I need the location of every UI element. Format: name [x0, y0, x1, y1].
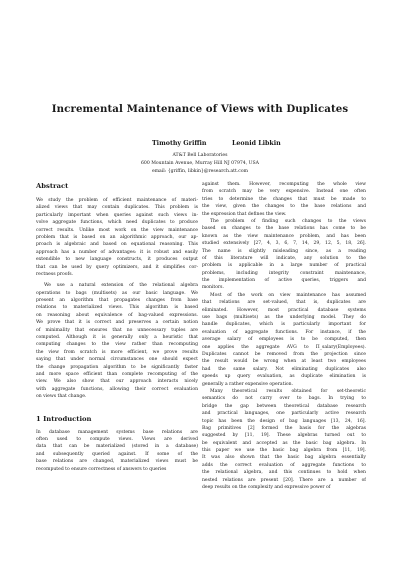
text-line: the expression that defines the view. [202, 211, 287, 217]
text-line: one applies the aggregate AVG to Π_salary(Employees). [202, 344, 366, 350]
text-line: the implementation of active queries, triggers and [202, 278, 366, 284]
body-paragraph-2 [202, 218, 366, 292]
text-line: We use a natural extension of the relational algebra [44, 283, 198, 289]
text-line: relations to materialized views. This algorithm is based [36, 305, 198, 311]
text-line: the result would be wrong when at least two employees [202, 359, 366, 365]
text-line: extendible to new language constructs, it produces output [36, 257, 198, 263]
text-line: data that can be materialized (stored in a database) [36, 444, 198, 450]
text-line: studied extensively [27, 4, 3, 6, 7, 14, 29, 12, 5, 18, 26]. [202, 241, 366, 247]
text-line: evaluation of aggregate functions. For instance, if the [202, 329, 366, 335]
text-line: on views that change. [36, 394, 87, 400]
abstract-paragraph-2 [36, 282, 198, 400]
text-line: from scratch may be very expensive. Instead one often [202, 189, 366, 195]
text-line: problem is applicable in a large number of practical [202, 263, 366, 269]
author-name: Timothy Griffin [152, 140, 207, 147]
text-line: on reasoning about equivalence of bag-valued expressions. [36, 312, 198, 318]
text-line: nested relations are present [20]. There are a number of [202, 477, 366, 483]
text-line: We prove that it is correct and preserves a certain notion [36, 320, 198, 326]
text-line: of this literature will indicate, any solution to the [202, 255, 366, 261]
author-list [0, 140, 400, 152]
text-line: and practical languages, one particularly active research [202, 411, 366, 417]
text-line: Duplicates cannot be removed from the projection since [202, 351, 366, 357]
affiliation-address: 600 Mountain Avenue, Murray Hill NJ 07974, USA [140, 161, 259, 166]
text-line: volve aggregate functions, which need duplicates to produce [36, 220, 198, 226]
text-line: problems, including integrity constraint maintenance, [202, 270, 366, 276]
author-name: Leonid Libkin [232, 140, 281, 147]
text-line: and subsequently queried against. If some of the [36, 451, 198, 457]
section-heading-introduction: 1 Introduction [36, 414, 92, 423]
text-line: tries to determine the changes that must be made to [202, 196, 366, 202]
text-line: the view from scratch is more efficient, we prove results [36, 349, 198, 355]
paper-title: Incremental Maintenance of Views with Duplicates [51, 103, 349, 115]
text-line: based on changes to the base relations has come to be [202, 226, 366, 232]
text-line: with aggregate functions, allowing their correct evaluation [36, 386, 198, 392]
text-line: saying that under normal circumstances one should expect [36, 357, 198, 363]
intro-paragraph [36, 429, 198, 473]
text-line: particularly important when queries against such views in- [36, 212, 198, 218]
text-line: suggested by [11, 19]. These algebras turned out to [202, 433, 366, 439]
text-line: be equivalent and accepted as the basic bag algebra. In [202, 440, 366, 446]
text-line: approach has a number of advantages: it is robust and easily [36, 249, 198, 255]
text-line: generally a rather expensive operation. [202, 381, 294, 387]
text-line: The problem of finding such changes to the views [210, 218, 366, 224]
text-line: that relations are set-valued, that is, duplicates are [202, 300, 366, 306]
text-line: semantics do not carry over to bags. In trying to [202, 396, 366, 402]
text-line: of minimality that ensures that no unnecessary tuples are [36, 327, 198, 333]
text-line: correct results. Unlike most work on the view maintenance [36, 227, 198, 233]
body-paragraph-3 [202, 292, 366, 388]
right-column [202, 181, 366, 491]
text-line: eliminated. However, most practical database systems [202, 307, 366, 313]
text-line: the view, given the changes to the base relations and [202, 204, 366, 210]
text-line: computed. Although it is generally only a heuristic that [36, 335, 198, 341]
affiliation-org: AT&T Bell Laboratories [172, 153, 228, 158]
text-line: this paper we use the basic bag algebra from [11, 19]. [202, 448, 366, 454]
text-line: view. We also show that our approach interacts nicely [36, 379, 198, 385]
text-line: had the same salary. Not eliminating duplicates also [202, 366, 366, 372]
text-line: the relational algebra, and this continues to hold when [202, 470, 366, 476]
text-line: Many theoretical results obtained for set-theoretic [210, 388, 366, 394]
text-line: We study the problem of efficient maintenance of materi- [36, 198, 198, 203]
text-line: adds the correct evaluation of aggregate functions to [202, 462, 366, 468]
text-line: In database management systems base relations are [36, 429, 198, 435]
text-line: It was also shown that the basic bag algebra essentially [202, 455, 366, 461]
text-line: rectness proofs. [36, 271, 73, 277]
abstract-paragraph-1 [36, 197, 198, 278]
text-line: present an algorithm that propagates changes from base [36, 298, 198, 304]
abstract-heading: Abstract [36, 182, 69, 190]
text-line: and more space efficient than complete recomputing of the [36, 371, 198, 377]
text-line: against them. However, recomputing the whole view [202, 182, 366, 187]
text-line: Most of the work on view maintenance has assumed [210, 292, 366, 298]
text-line: Bag primitives [2] formed the basis for the algebras [202, 425, 366, 431]
text-line: handle duplicates, which is particularly important for [202, 322, 366, 328]
text-line: that can be used by query optimizers, and it simplifies cor- [36, 264, 198, 270]
text-line: The name is slightly misleading since, as a reading [202, 248, 366, 254]
affiliation-email: email: {griffin, libkin}@research.att.com [151, 169, 248, 174]
text-line: monitors. [202, 285, 224, 291]
text-line: recomputed to ensure correctness of answers to queries [36, 466, 167, 472]
text-line: problem that is based on an algorithmic approach, our ap- [36, 234, 198, 240]
text-line: alized views that may contain duplicates. This problem is [36, 205, 198, 211]
text-line: often used to compute views. Views are derived [36, 436, 198, 442]
body-paragraph-1 [202, 181, 366, 218]
text-line: deep results on the complexity and expressive power of [202, 485, 331, 491]
text-line: base relations are changed, materialized views must be [36, 459, 198, 465]
body-paragraph-4 [202, 388, 366, 491]
text-line: proach is algebraic and based on equational reasoning. This [36, 242, 198, 248]
left-column [36, 182, 198, 473]
text-line: computing changes to the view rather than recomputing [36, 342, 198, 348]
text-line: speeds up query evaluation, as duplicate elimination is [202, 374, 366, 380]
text-line: the change propagation algorithm to be significantly faster [36, 364, 198, 370]
text-line: use bags (multisets) as the underlying model. They do [202, 315, 366, 321]
text-line: operations to bags (multisets) as our basic language. We [36, 290, 198, 296]
text-line: average salary of employees is to be computed, then [202, 337, 366, 343]
text-line: topic has been the design of bag languages [13, 24, 16]. [202, 418, 366, 424]
text-line: bridge the gap between theoretical database research [202, 403, 366, 409]
text-line: known as the view maintenance problem, and has been [202, 233, 366, 239]
